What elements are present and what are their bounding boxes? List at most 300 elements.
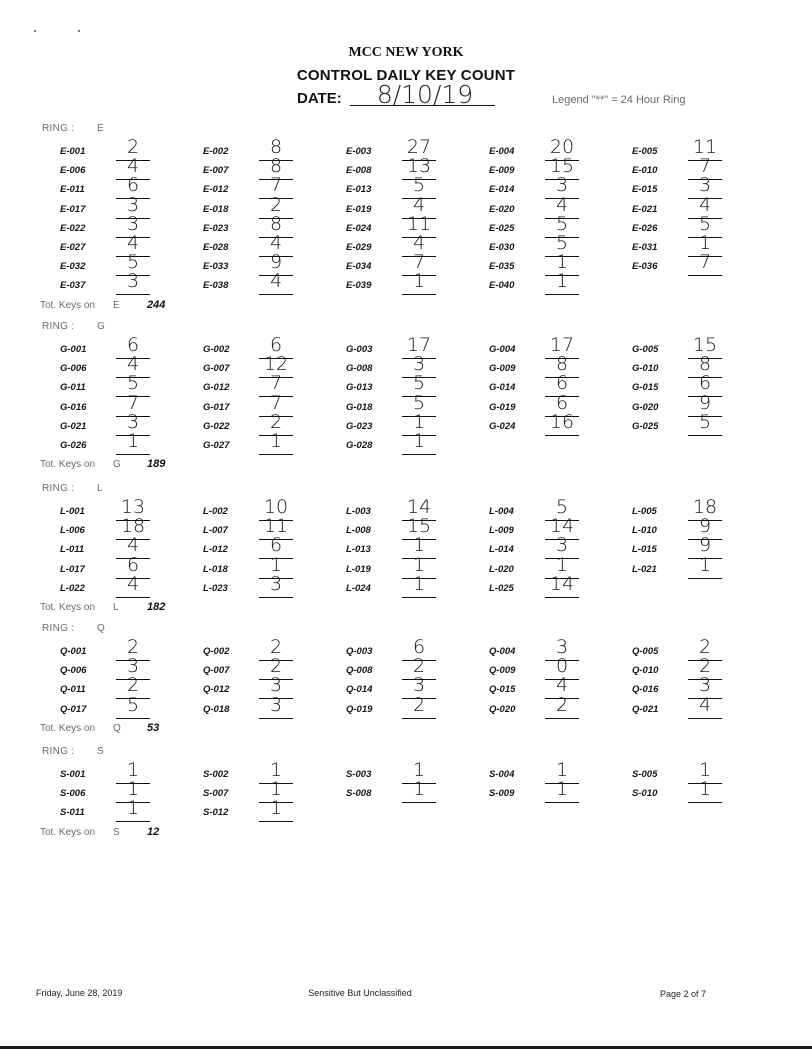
handwritten-count: 2 <box>269 193 283 216</box>
handwritten-count: 0 <box>555 655 569 678</box>
key-code: S-001 <box>60 769 86 780</box>
ring-label: RING : <box>42 746 75 757</box>
key-code: Q-003 <box>346 646 373 657</box>
key-code: G-022 <box>203 420 230 432</box>
handwritten-count: 10 <box>263 496 289 518</box>
key-code: E-018 <box>203 203 229 215</box>
handwritten-count: 5 <box>412 372 426 395</box>
handwritten-count: 3 <box>269 572 283 595</box>
key-code: G-024 <box>489 420 516 432</box>
key-code: E-019 <box>346 203 372 215</box>
handwritten-count: 3 <box>126 193 140 216</box>
handwritten-count: 5 <box>126 693 140 716</box>
count-underline <box>402 718 436 719</box>
key-code: E-034 <box>346 261 372 273</box>
key-code: Q-012 <box>203 684 230 696</box>
key-code: Q-006 <box>60 665 87 677</box>
handwritten-count: 3 <box>126 655 140 678</box>
handwritten-count: 9 <box>269 251 283 274</box>
key-code: G-006 <box>60 363 87 375</box>
key-code: G-015 <box>632 382 659 394</box>
ring-label: RING : <box>42 123 75 134</box>
count-underline <box>688 718 722 719</box>
count-underline <box>116 821 150 822</box>
key-code: E-015 <box>632 184 658 196</box>
date-label: DATE: <box>297 90 342 107</box>
handwritten-count: 1 <box>269 778 283 801</box>
key-code: E-025 <box>489 222 515 234</box>
key-code: G-026 <box>60 440 87 451</box>
key-code: S-002 <box>203 769 229 780</box>
key-code: G-011 <box>60 382 86 394</box>
handwritten-count: 6 <box>412 636 426 658</box>
handwritten-count: 4 <box>126 353 140 376</box>
handwritten-count: 5 <box>555 212 569 235</box>
key-code: L-014 <box>489 544 514 556</box>
count-underline <box>402 454 436 455</box>
handwritten-count: 9 <box>698 391 712 414</box>
handwritten-count: 5 <box>126 372 140 395</box>
key-code: Q-004 <box>489 646 516 657</box>
key-code: S-011 <box>60 807 85 819</box>
key-code: L-008 <box>346 525 371 537</box>
key-code: E-010 <box>632 165 658 177</box>
key-code: E-038 <box>203 280 229 292</box>
handwritten-count: 1 <box>126 430 140 452</box>
total-keys-value: 12 <box>147 825 160 838</box>
handwritten-count: 7 <box>269 174 283 197</box>
handwritten-count: 3 <box>269 674 283 697</box>
handwritten-count: 2 <box>555 693 569 716</box>
handwritten-count: 1 <box>412 572 426 595</box>
handwritten-count: 11 <box>263 515 289 538</box>
handwritten-count: 4 <box>555 674 569 697</box>
handwritten-count: 1 <box>412 270 426 293</box>
footer-page-number: Page 2 of 7 <box>660 989 707 999</box>
key-code: L-019 <box>346 563 371 575</box>
handwritten-count: 1 <box>698 778 712 801</box>
handwritten-count: 3 <box>126 212 140 235</box>
key-code: Q-016 <box>632 684 659 696</box>
key-code: E-032 <box>60 261 86 273</box>
key-code: G-027 <box>203 440 230 451</box>
handwritten-count: 7 <box>269 372 283 395</box>
handwritten-count: 5 <box>555 496 569 518</box>
handwritten-count: 4 <box>412 193 426 216</box>
document-header <box>0 45 812 115</box>
key-code: L-025 <box>489 582 514 594</box>
key-code: G-013 <box>346 382 373 394</box>
handwritten-count: 1 <box>126 797 140 820</box>
key-code: E-023 <box>203 222 229 234</box>
handwritten-count: 1 <box>126 759 140 781</box>
count-underline <box>259 718 293 719</box>
key-code: G-028 <box>346 440 373 451</box>
handwritten-count: 1 <box>555 759 569 781</box>
key-code: L-020 <box>489 563 514 575</box>
count-underline <box>116 294 150 295</box>
key-code: Q-007 <box>203 665 230 677</box>
key-code: G-012 <box>203 382 230 394</box>
handwritten-count: 14 <box>406 496 432 518</box>
count-underline <box>545 718 579 719</box>
key-code: E-008 <box>346 165 372 177</box>
handwritten-count: 15 <box>549 155 575 178</box>
handwritten-count: 2 <box>698 655 712 678</box>
handwritten-count: 2 <box>126 636 140 658</box>
ring-letter: S <box>97 746 104 757</box>
total-keys-label: Tot. Keys on <box>40 299 96 311</box>
key-code: G-010 <box>632 363 659 375</box>
handwritten-count: 3 <box>698 174 712 197</box>
handwritten-count: 9 <box>698 515 712 538</box>
handwritten-count: 2 <box>698 636 712 658</box>
key-code: E-039 <box>346 280 372 292</box>
handwritten-count: 3 <box>126 270 140 293</box>
handwritten-count: 14 <box>549 515 575 538</box>
key-code: S-012 <box>203 807 229 819</box>
key-code: E-027 <box>60 242 86 253</box>
handwritten-count: 5 <box>698 212 712 235</box>
key-code: G-005 <box>632 344 659 355</box>
key-code: E-013 <box>346 184 372 196</box>
key-code: L-023 <box>203 582 228 594</box>
key-code: Q-020 <box>489 703 516 715</box>
total-keys-value: 182 <box>147 601 166 613</box>
handwritten-count: 1 <box>555 270 569 293</box>
handwritten-count: 15 <box>406 515 432 538</box>
key-code: L-001 <box>60 506 85 517</box>
total-keys-label: Tot. Keys on <box>40 602 96 613</box>
handwritten-count: 1 <box>412 778 426 801</box>
handwritten-count: 17 <box>406 334 432 356</box>
key-code: L-011 <box>60 544 85 556</box>
handwritten-count: 8 <box>269 136 283 158</box>
key-code: G-014 <box>489 382 516 394</box>
count-underline <box>116 718 150 719</box>
key-code: Q-005 <box>632 646 659 657</box>
handwritten-count: 3 <box>555 174 569 197</box>
key-code: L-009 <box>489 525 514 537</box>
total-keys-value: 189 <box>147 458 166 471</box>
handwritten-count: 8 <box>555 353 569 376</box>
total-ring-letter: S <box>113 826 120 838</box>
total-ring-letter: Q <box>113 722 121 734</box>
handwritten-count: 2 <box>269 636 283 658</box>
handwritten-count: 6 <box>126 334 140 356</box>
key-code: E-021 <box>632 203 658 215</box>
count-underline <box>259 294 293 295</box>
handwritten-count: 1 <box>412 759 426 781</box>
key-code: Q-021 <box>632 703 659 715</box>
key-code: S-006 <box>60 788 86 800</box>
key-code: E-005 <box>632 146 658 157</box>
handwritten-count: 4 <box>269 270 283 293</box>
key-code: G-025 <box>632 420 659 432</box>
handwritten-count: 4 <box>269 232 283 254</box>
ring-letter: L <box>97 483 103 494</box>
count-underline <box>545 802 579 803</box>
count-underline <box>259 821 293 822</box>
handwritten-count: 4 <box>126 155 140 178</box>
handwritten-count: 7 <box>698 155 712 178</box>
ring-label: RING : <box>42 623 75 634</box>
key-code: S-004 <box>489 769 515 780</box>
handwritten-count: 4 <box>126 572 140 595</box>
key-code: L-004 <box>489 506 514 517</box>
handwritten-count: 2 <box>269 655 283 678</box>
key-code: G-001 <box>60 344 87 355</box>
total-keys-value: 53 <box>147 721 160 734</box>
key-code: G-018 <box>346 401 373 413</box>
handwritten-count: 13 <box>406 155 432 178</box>
key-code: L-018 <box>203 563 228 575</box>
key-code: E-028 <box>203 242 229 253</box>
key-code: S-008 <box>346 788 372 800</box>
handwritten-count: 1 <box>555 553 569 576</box>
key-code: E-020 <box>489 203 515 215</box>
key-code: E-037 <box>60 280 86 292</box>
handwritten-count: 27 <box>406 136 432 158</box>
handwritten-count: 3 <box>412 674 426 697</box>
count-underline <box>688 275 722 276</box>
handwritten-count: 5 <box>126 251 140 274</box>
handwritten-count: 18 <box>120 515 146 538</box>
handwritten-count: 1 <box>269 430 283 452</box>
total-ring-letter: L <box>113 602 119 613</box>
handwritten-count: 2 <box>269 410 283 433</box>
handwritten-count: 15 <box>692 334 718 356</box>
handwritten-count: 7 <box>126 391 140 414</box>
key-code: E-017 <box>60 203 86 215</box>
handwritten-count: 6 <box>555 372 569 395</box>
count-underline <box>116 597 150 598</box>
handwritten-count: 5 <box>412 174 426 197</box>
key-code: G-009 <box>489 363 516 375</box>
key-code: E-026 <box>632 222 658 234</box>
key-code: G-007 <box>203 363 230 375</box>
handwritten-count: 2 <box>412 655 426 678</box>
handwritten-count: 1 <box>698 232 712 254</box>
handwritten-count: 8 <box>269 155 283 178</box>
handwritten-count: 6 <box>269 534 283 557</box>
key-code: Q-008 <box>346 665 373 677</box>
key-code: E-006 <box>60 165 86 177</box>
total-keys-value: 244 <box>147 298 166 311</box>
handwritten-count: 11 <box>406 212 432 235</box>
key-code: G-023 <box>346 420 373 432</box>
organization-name: MCC NEW YORK <box>348 45 464 60</box>
key-code: S-005 <box>632 769 658 780</box>
key-code: L-021 <box>632 563 657 575</box>
key-code: G-008 <box>346 363 373 375</box>
handwritten-count: 3 <box>555 534 569 557</box>
handwritten-count: 6 <box>698 372 712 395</box>
scan-speck <box>78 30 80 32</box>
ring-letter: G <box>97 321 105 332</box>
count-underline <box>545 597 579 598</box>
handwritten-count: 12 <box>263 353 289 376</box>
key-code: S-003 <box>346 769 372 780</box>
key-code: G-002 <box>203 344 230 355</box>
handwritten-count: 4 <box>412 232 426 254</box>
key-code: L-013 <box>346 544 371 556</box>
handwritten-count: 17 <box>549 334 575 356</box>
key-code: E-024 <box>346 222 372 234</box>
handwritten-count: 3 <box>126 410 140 433</box>
handwritten-count: 9 <box>698 534 712 557</box>
scan-speck <box>34 30 36 32</box>
key-code: G-019 <box>489 401 516 413</box>
handwritten-count: 1 <box>269 759 283 781</box>
footer-date: Friday, June 28, 2019 <box>36 988 123 998</box>
key-code: E-036 <box>632 261 658 273</box>
key-code: G-021 <box>60 420 87 432</box>
handwritten-count: 14 <box>549 572 575 595</box>
handwritten-count: 4 <box>126 534 140 557</box>
key-code: Q-009 <box>489 665 516 677</box>
key-code: L-006 <box>60 525 85 537</box>
key-code: L-024 <box>346 582 371 594</box>
handwritten-count: 4 <box>126 232 140 254</box>
key-code: Q-019 <box>346 703 373 715</box>
handwritten-count: 1 <box>269 553 283 576</box>
key-code: Q-011 <box>60 684 86 696</box>
handwritten-count: 2 <box>126 674 140 697</box>
handwritten-count: 6 <box>126 174 140 197</box>
document-title: CONTROL DAILY KEY COUNT <box>296 67 516 84</box>
ring-letter: E <box>97 123 104 134</box>
key-code: E-009 <box>489 165 515 177</box>
key-code: L-022 <box>60 582 85 594</box>
handwritten-count: 3 <box>555 636 569 658</box>
key-code: E-040 <box>489 280 515 292</box>
key-code: Q-015 <box>489 684 516 696</box>
handwritten-count: 6 <box>269 334 283 356</box>
key-code: L-003 <box>346 506 371 517</box>
handwritten-count: 13 <box>120 496 146 518</box>
key-code: S-010 <box>632 788 658 800</box>
handwritten-count: 7 <box>698 251 712 274</box>
key-code: E-022 <box>60 222 86 234</box>
key-code: E-004 <box>489 146 515 157</box>
handwritten-count: 1 <box>555 251 569 274</box>
key-code: Q-017 <box>60 703 87 715</box>
handwritten-count: 1 <box>412 553 426 576</box>
handwritten-count: 20 <box>549 136 575 158</box>
footer-classification: Sensitive But Unclassified <box>308 988 412 998</box>
key-code: L-007 <box>203 525 228 537</box>
key-code: L-010 <box>632 525 657 537</box>
key-code: L-012 <box>203 544 228 556</box>
total-keys-label: Tot. Keys on <box>40 459 96 471</box>
key-code: G-003 <box>346 344 373 355</box>
handwritten-count: 3 <box>412 353 426 376</box>
handwritten-count: 2 <box>126 136 140 158</box>
handwritten-count: 3 <box>269 693 283 716</box>
count-underline <box>402 294 436 295</box>
handwritten-count: 8 <box>269 212 283 235</box>
handwritten-count: 1 <box>555 778 569 801</box>
key-code: E-035 <box>489 261 515 273</box>
key-code: E-033 <box>203 261 229 273</box>
handwritten-count: 5 <box>555 232 569 254</box>
handwritten-count: 18 <box>692 496 718 518</box>
key-code: E-001 <box>60 146 86 157</box>
key-code: L-017 <box>60 563 85 575</box>
handwritten-count: 6 <box>126 553 140 576</box>
key-code: L-005 <box>632 506 657 517</box>
handwritten-count: 5 <box>698 410 712 433</box>
key-code: Q-002 <box>203 646 230 657</box>
handwritten-count: 7 <box>269 391 283 414</box>
handwritten-count: 6 <box>555 391 569 414</box>
ring-label: RING : <box>42 321 75 332</box>
legend-text: Legend "**" = 24 Hour Ring <box>552 94 686 106</box>
total-ring-letter: E <box>113 299 120 311</box>
key-code: E-014 <box>489 184 515 196</box>
handwritten-count: 8 <box>698 353 712 376</box>
key-code: Q-010 <box>632 665 659 677</box>
count-underline <box>545 435 579 436</box>
handwritten-count: 4 <box>698 193 712 216</box>
handwritten-count: 16 <box>549 410 575 433</box>
key-code: E-030 <box>489 242 515 253</box>
handwritten-count: 1 <box>698 759 712 781</box>
key-code: E-012 <box>203 184 229 196</box>
handwritten-count: 3 <box>698 674 712 697</box>
count-underline <box>116 454 150 455</box>
key-code: G-016 <box>60 401 87 413</box>
key-code: E-007 <box>203 165 229 177</box>
key-code: S-009 <box>489 788 515 800</box>
key-code: L-015 <box>632 544 657 556</box>
key-code: Q-001 <box>60 646 87 657</box>
key-code: L-002 <box>203 506 228 517</box>
handwritten-count: 1 <box>698 553 712 576</box>
key-code: G-020 <box>632 401 659 413</box>
key-code: Q-018 <box>203 703 230 715</box>
total-ring-letter: G <box>113 459 121 471</box>
handwritten-count: 1 <box>269 797 283 820</box>
ring-letter: Q <box>97 623 105 634</box>
total-keys-label: Tot. Keys on <box>40 722 96 734</box>
key-code: Q-014 <box>346 684 373 696</box>
handwritten-count: 11 <box>692 136 718 158</box>
key-code: E-031 <box>632 242 658 253</box>
total-keys-label: Tot. Keys on <box>40 826 96 838</box>
count-underline <box>688 435 722 436</box>
count-underline <box>259 454 293 455</box>
count-underline <box>259 597 293 598</box>
handwritten-count: 7 <box>412 251 426 274</box>
key-code: E-003 <box>346 146 372 157</box>
key-code: S-007 <box>203 788 229 800</box>
count-underline <box>545 294 579 295</box>
key-code: E-002 <box>203 146 229 157</box>
handwritten-count: 1 <box>412 410 426 433</box>
handwritten-count: 2 <box>412 693 426 716</box>
count-underline <box>402 802 436 803</box>
handwritten-count: 1 <box>412 534 426 557</box>
date-value: 8/10/19 <box>376 80 474 109</box>
handwritten-count: 4 <box>698 693 712 716</box>
handwritten-count: 5 <box>412 391 426 414</box>
handwritten-count: 1 <box>412 430 426 452</box>
key-code: E-011 <box>60 184 85 196</box>
key-code: G-004 <box>489 344 516 355</box>
count-underline <box>402 597 436 598</box>
